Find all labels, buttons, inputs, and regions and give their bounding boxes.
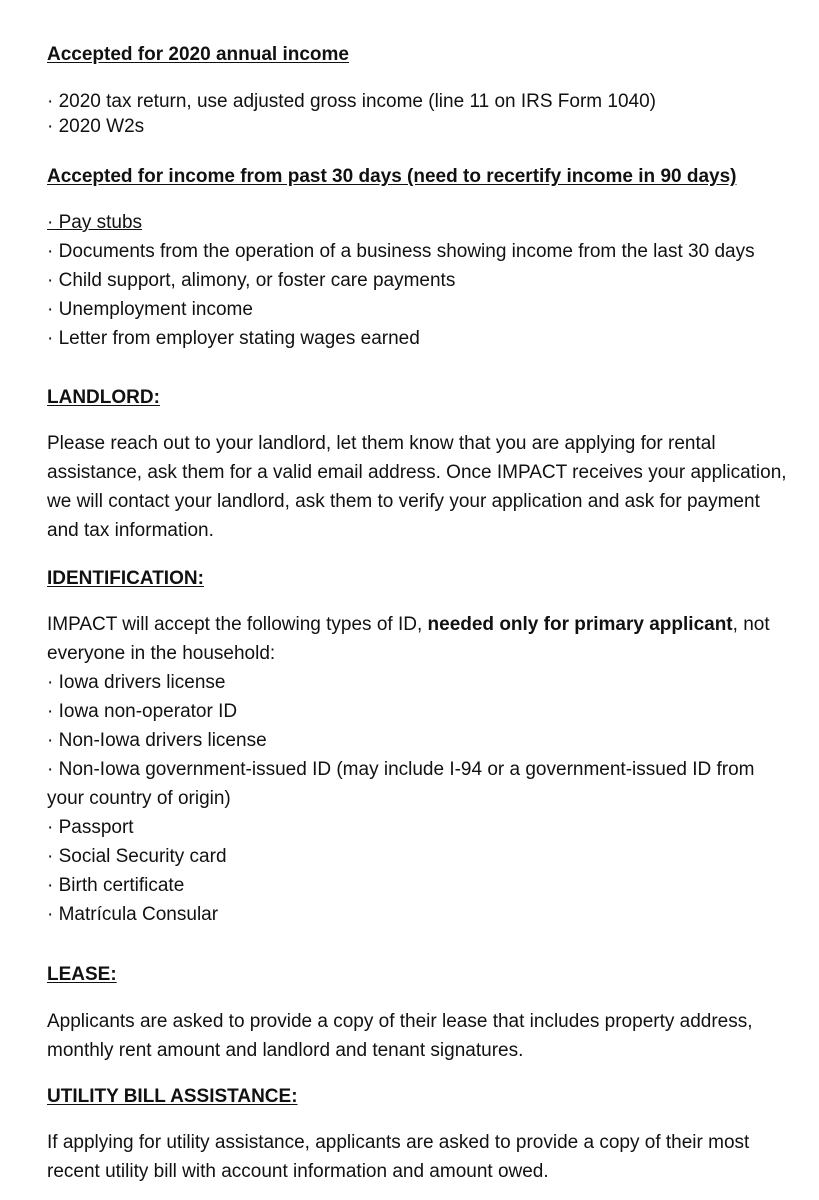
intro-text: IMPACT will accept the following types of ID, (47, 614, 428, 635)
list-item: · Documents from the operation of a business showing income from the last 30 days (47, 241, 755, 262)
intro-text-end: , not (732, 614, 770, 635)
list-item: · Birth certificate (47, 875, 185, 896)
list-item: · Unemployment income (47, 299, 253, 320)
list-item: · Passport (47, 817, 134, 838)
paragraph-line: Applicants are asked to provide a copy of their lease that includes property address, (47, 1011, 753, 1032)
section-heading-identification: IDENTIFICATION: (47, 568, 204, 589)
list-item (47, 211, 142, 235)
paragraph-line: If applying for utility assistance, applicants are asked to provide a copy of their most (47, 1132, 750, 1153)
paragraph-line: recent utility bill with account information and amount owed. (47, 1161, 549, 1182)
list-item: · Iowa drivers license (47, 672, 226, 693)
list-item: · Matrícula Consular (47, 904, 219, 925)
paragraph-line: we will contact your landlord, ask them to verify your application and ask for payment (47, 491, 760, 512)
section-heading-landlord: LANDLORD: (47, 387, 160, 408)
list-item-text: · Pay stubs (47, 212, 143, 233)
list-item: · Letter from employer stating wages earned (47, 328, 420, 349)
list-item: · Non-Iowa government-issued ID (may include I-94 or a government-issued ID from (47, 759, 755, 780)
section-heading-utility: UTILITY BILL ASSISTANCE: (47, 1086, 298, 1107)
intro-bold-text: needed only for primary applicant (427, 614, 733, 635)
list-item-continuation: your country of origin) (47, 788, 231, 809)
paragraph-line: and tax information. (47, 520, 214, 541)
list-item: · Child support, alimony, or foster care payments (47, 270, 456, 291)
list-item: · 2020 tax return, use adjusted gross income (line 11 on IRS Form 1040) (47, 91, 657, 112)
list-item: · Social Security card (47, 846, 227, 867)
paragraph-line: assistance, ask them for a valid email address. Once IMPACT receives your application, (47, 462, 787, 483)
list-item: · Non-Iowa drivers license (47, 730, 267, 751)
paragraph-line: monthly rent amount and landlord and tenant signatures. (47, 1040, 524, 1061)
list-item: · 2020 W2s (47, 116, 145, 137)
section-heading-income-2020: Accepted for 2020 annual income (47, 44, 349, 65)
section-heading-lease: LEASE: (47, 964, 117, 985)
section-heading-income-30-days: Accepted for income from past 30 days (need to recertify income in 90 days) (47, 166, 737, 187)
paragraph-line: everyone in the household: (47, 643, 276, 664)
list-item: · Iowa non-operator ID (47, 701, 238, 722)
paragraph-line (47, 613, 770, 637)
paragraph-line: Please reach out to your landlord, let them know that you are applying for rental (47, 433, 716, 454)
